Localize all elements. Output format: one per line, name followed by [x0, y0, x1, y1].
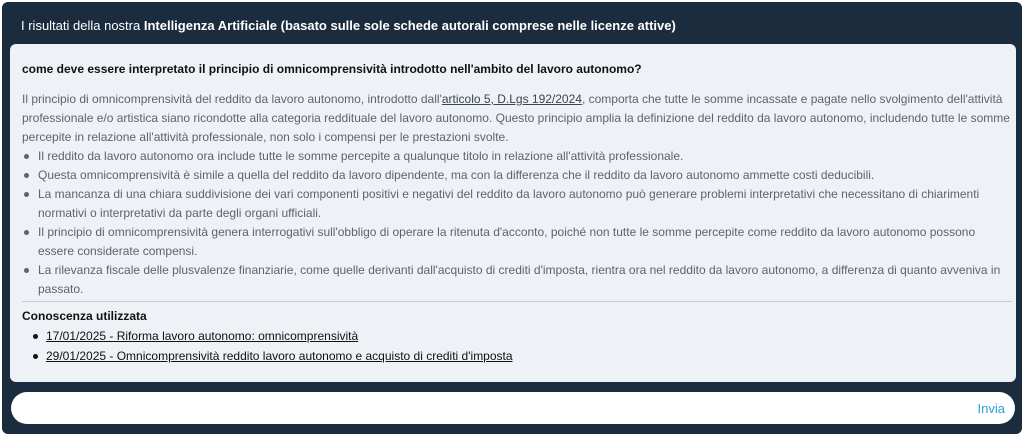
- header-emphasis: Intelligenza Artificiale (basato sulle sole schede autorali comprese nelle licenze attive): [143, 18, 676, 33]
- answer-bullet: Il principio di omnicomprensività genera interrogativi sull'obbligo di operare la ritenuta d'acconto, poiché non tutte le somme percepite come reddito da lavoro autonomo possono essere considerate compensi.: [22, 223, 1010, 261]
- article-reference-link[interactable]: articolo 5, D.Lgs 192/2024: [441, 92, 582, 106]
- answer-card: [10, 44, 1016, 382]
- knowledge-item: [30, 346, 513, 366]
- answer-bullet: Il reddito da lavoro autonomo ora include tutte le somme percepite a qualunque titolo in relazione all'attività professionale.: [22, 147, 1010, 166]
- answer-body: [22, 90, 1010, 299]
- answer-bullet-list: [22, 147, 1010, 299]
- panel-header: [21, 16, 676, 36]
- knowledge-title: Conoscenza utilizzata: [22, 309, 147, 323]
- knowledge-item: [30, 326, 513, 346]
- answer-bullet: La mancanza di una chiara suddivisione dei vari componenti positivi e negativi del reddito da lavoro autonomo può generare problemi interpretativi che necessitano di chiarimenti normativi o interpretativi da parte degli organi ufficiali.: [22, 185, 1010, 223]
- question-input[interactable]: [27, 398, 957, 418]
- intro-text-after: , comporta che tutte le somme incassate e pagate nello svolgimento dell'attività professionale e/o artistica siano ricondotte alla categoria reddituale del lavoro autonomo. Questo principio amplia la definizione del reddito da lavoro autonomo, includendo tutte le somme percepite in relazione all'attività professionale, non solo i compensi per le prestazioni svolte.: [22, 92, 1010, 144]
- knowledge-list: [30, 326, 513, 366]
- answer-bullet: Questa omnicomprensività è simile a quella del reddito da lavoro dipendente, ma con la differenza che il reddito da lavoro autonomo ammette costi deducibili.: [22, 166, 1010, 185]
- divider: [22, 301, 1012, 302]
- ai-results-panel: [2, 2, 1022, 434]
- knowledge-link[interactable]: 17/01/2025 - Riforma lavoro autonomo: omnicomprensività: [46, 329, 359, 343]
- chat-input-bar: [11, 392, 1015, 424]
- header-prefix: I risultati della nostra: [21, 18, 144, 33]
- intro-text-before: Il principio di omnicomprensività del reddito da lavoro autonomo, introdotto dall': [22, 92, 442, 106]
- answer-intro: [22, 90, 1010, 147]
- send-button[interactable]: Invia: [978, 398, 1005, 418]
- answer-bullet: La rilevanza fiscale delle plusvalenze finanziarie, come quelle derivanti dall'acquisto di crediti d'imposta, rientra ora nel reddito da lavoro autonomo, a differenza di quanto avveniva in passato.: [22, 261, 1010, 299]
- question-text: come deve essere interpretato il principio di omnicomprensività introdotto nell'ambito del lavoro autonomo?: [22, 62, 642, 76]
- knowledge-link[interactable]: 29/01/2025 - Omnicomprensività reddito lavoro autonomo e acquisto di crediti d'imposta: [46, 349, 513, 363]
